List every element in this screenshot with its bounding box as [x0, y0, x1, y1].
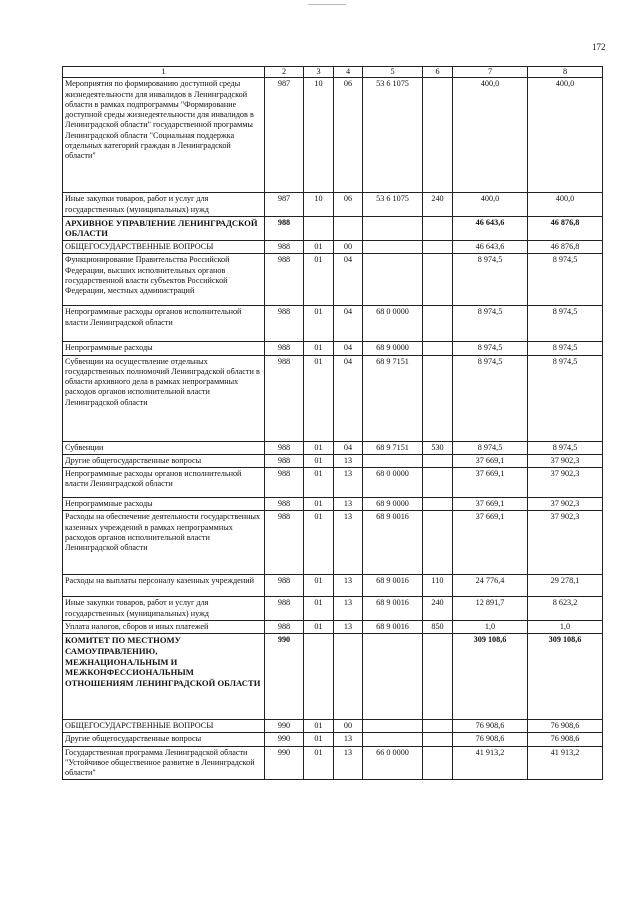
section-code: 01 — [304, 454, 334, 467]
column-header: 3 — [304, 67, 334, 78]
amount-col8: 46 876,8 — [528, 216, 603, 240]
subsection-code: 13 — [334, 511, 363, 575]
section-code: 01 — [304, 597, 334, 621]
subsection-code — [334, 216, 363, 240]
target-article-code: 68 9 0016 — [363, 575, 423, 597]
expense-type-code — [423, 216, 453, 240]
target-article-code — [363, 454, 423, 467]
ministry-code: 990 — [265, 733, 304, 746]
target-article-code: 68 0 0000 — [363, 468, 423, 498]
row-description: Непрограммные расходы органов исполнительной власти Ленинградской области — [63, 468, 265, 498]
amount-col7: 41 913,2 — [453, 746, 528, 780]
row-description: ОБЩЕГОСУДАРСТВЕННЫЕ ВОПРОСЫ — [63, 241, 265, 254]
row-description: Иные закупки товаров, работ и услуг для государственных (муниципальных) нужд — [63, 193, 265, 217]
target-article-code: 68 9 7151 — [363, 355, 423, 441]
target-article-code: 53 6 1075 — [363, 193, 423, 217]
ministry-code: 990 — [265, 746, 304, 780]
column-header: 8 — [528, 67, 603, 78]
expense-type-code — [423, 733, 453, 746]
subsection-code: 13 — [334, 468, 363, 498]
section-code: 01 — [304, 720, 334, 733]
subsection-code: 13 — [334, 733, 363, 746]
table-row — [63, 193, 603, 217]
ministry-code: 988 — [265, 355, 304, 441]
ministry-code: 988 — [265, 441, 304, 454]
expense-type-code — [423, 720, 453, 733]
amount-col8: 8 974,5 — [528, 254, 603, 306]
target-article-code: 68 0 0000 — [363, 306, 423, 342]
expense-type-code — [423, 468, 453, 498]
subsection-code: 04 — [334, 254, 363, 306]
subsection-code: 13 — [334, 454, 363, 467]
target-article-code: 53 6 1075 — [363, 78, 423, 193]
table-row — [63, 746, 603, 780]
table-row — [63, 355, 603, 441]
row-description: Непрограммные расходы — [63, 498, 265, 511]
column-header: 5 — [363, 67, 423, 78]
subsection-code: 06 — [334, 193, 363, 217]
expense-type-code — [423, 241, 453, 254]
target-article-code — [363, 216, 423, 240]
row-description: Государственная программа Ленинградской области "Устойчивое общественное развитие в Ленинградской области" — [63, 746, 265, 780]
ministry-code: 987 — [265, 78, 304, 193]
amount-col7: 37 669,1 — [453, 454, 528, 467]
section-code — [304, 634, 334, 720]
table-row — [63, 733, 603, 746]
subsection-code: 13 — [334, 498, 363, 511]
target-article-code — [363, 254, 423, 306]
section-code: 01 — [304, 241, 334, 254]
section-code: 01 — [304, 746, 334, 780]
amount-col7: 46 643,6 — [453, 216, 528, 240]
table-row — [63, 575, 603, 597]
ministry-code: 990 — [265, 720, 304, 733]
section-code: 01 — [304, 306, 334, 342]
amount-col7: 12 891,7 — [453, 597, 528, 621]
table-row — [63, 216, 603, 240]
expense-type-code — [423, 254, 453, 306]
amount-col8: 8 974,5 — [528, 355, 603, 441]
amount-col8: 76 908,6 — [528, 720, 603, 733]
target-article-code: 66 0 0000 — [363, 746, 423, 780]
row-description: Расходы на обеспечение деятельности государственных казенных учреждений в рамках непрограммных расходов органов исполнительной власти Ленинградской области — [63, 511, 265, 575]
expense-type-code — [423, 306, 453, 342]
table-body — [63, 78, 603, 780]
amount-col8: 8 974,5 — [528, 441, 603, 454]
expense-type-code — [423, 634, 453, 720]
ministry-code: 988 — [265, 342, 304, 355]
table-row — [63, 620, 603, 633]
row-description: Функционирование Правительства Российской Федерации, высших исполнительных органов государственной власти субъектов Российской Федерации, местных администраций — [63, 254, 265, 306]
amount-col8: 400,0 — [528, 193, 603, 217]
amount-col7: 37 669,1 — [453, 468, 528, 498]
row-description: Непрограммные расходы — [63, 342, 265, 355]
ministry-code: 990 — [265, 634, 304, 720]
target-article-code: 68 9 0000 — [363, 342, 423, 355]
row-description: Другие общегосударственные вопросы — [63, 733, 265, 746]
expense-type-code — [423, 78, 453, 193]
budget-table — [62, 66, 603, 780]
row-description: Уплата налогов, сборов и иных платежей — [63, 620, 265, 633]
ministry-code: 988 — [265, 575, 304, 597]
expense-type-code — [423, 746, 453, 780]
subsection-code: 00 — [334, 241, 363, 254]
amount-col8: 29 278,1 — [528, 575, 603, 597]
row-description: КОМИТЕТ ПО МЕСТНОМУ САМОУПРАВЛЕНИЮ, МЕЖНАЦИОНАЛЬНЫМ И МЕЖКОНФЕССИОНАЛЬНЫМ ОТНОШЕНИЯМ ЛЕНИНГРАДСКОЙ ОБЛАСТИ — [63, 634, 265, 720]
section-code: 01 — [304, 575, 334, 597]
column-header: 1 — [63, 67, 265, 78]
expense-type-code — [423, 498, 453, 511]
subsection-code: 06 — [334, 78, 363, 193]
amount-col8: 37 902,3 — [528, 468, 603, 498]
amount-col8: 37 902,3 — [528, 454, 603, 467]
table-row — [63, 306, 603, 342]
row-description: Непрограммные расходы органов исполнительной власти Ленинградской области — [63, 306, 265, 342]
table-row — [63, 634, 603, 720]
section-code: 01 — [304, 620, 334, 633]
section-code: 01 — [304, 441, 334, 454]
row-description: ОБЩЕГОСУДАРСТВЕННЫЕ ВОПРОСЫ — [63, 720, 265, 733]
expense-type-code: 240 — [423, 597, 453, 621]
amount-col8: 400,0 — [528, 78, 603, 193]
page-number: 172 — [592, 42, 606, 52]
target-article-code: 68 9 0016 — [363, 511, 423, 575]
amount-col8: 76 908,6 — [528, 733, 603, 746]
amount-col7: 24 776,4 — [453, 575, 528, 597]
amount-col7: 8 974,5 — [453, 254, 528, 306]
target-article-code — [363, 634, 423, 720]
ministry-code: 988 — [265, 511, 304, 575]
section-code: 01 — [304, 498, 334, 511]
table-row — [63, 597, 603, 621]
amount-col8: 8 623,2 — [528, 597, 603, 621]
expense-type-code — [423, 454, 453, 467]
section-code: 01 — [304, 342, 334, 355]
row-description: Субвенции на осуществление отдельных государственных полномочий Ленинградской области в области архивного дела в рамках непрограммных расходов органов исполнительной власти Ленинградской области — [63, 355, 265, 441]
expense-type-code — [423, 355, 453, 441]
amount-col7: 8 974,5 — [453, 355, 528, 441]
ministry-code: 988 — [265, 468, 304, 498]
amount-col7: 8 974,5 — [453, 342, 528, 355]
target-article-code: 68 9 7151 — [363, 441, 423, 454]
table-row — [63, 78, 603, 193]
row-description: Расходы на выплаты персоналу казенных учреждений — [63, 575, 265, 597]
row-description: Субвенции — [63, 441, 265, 454]
amount-col8: 46 876,8 — [528, 241, 603, 254]
column-header: 4 — [334, 67, 363, 78]
target-article-code — [363, 720, 423, 733]
table-row — [63, 511, 603, 575]
table-row — [63, 498, 603, 511]
target-article-code: 68 9 0000 — [363, 498, 423, 511]
amount-col8: 8 974,5 — [528, 342, 603, 355]
table-row — [63, 342, 603, 355]
expense-type-code: 110 — [423, 575, 453, 597]
scan-artifact — [308, 4, 346, 5]
subsection-code: 00 — [334, 720, 363, 733]
subsection-code: 13 — [334, 746, 363, 780]
subsection-code: 04 — [334, 441, 363, 454]
table-row — [63, 720, 603, 733]
expense-type-code: 850 — [423, 620, 453, 633]
section-code: 10 — [304, 78, 334, 193]
table-row — [63, 254, 603, 306]
section-code: 01 — [304, 355, 334, 441]
amount-col7: 8 974,5 — [453, 306, 528, 342]
subsection-code: 04 — [334, 355, 363, 441]
ministry-code: 988 — [265, 241, 304, 254]
ministry-code: 988 — [265, 306, 304, 342]
amount-col7: 1,0 — [453, 620, 528, 633]
subsection-code: 04 — [334, 342, 363, 355]
amount-col8: 41 913,2 — [528, 746, 603, 780]
table-row — [63, 441, 603, 454]
ministry-code: 987 — [265, 193, 304, 217]
section-code: 01 — [304, 254, 334, 306]
column-header: 7 — [453, 67, 528, 78]
subsection-code — [334, 634, 363, 720]
subsection-code: 13 — [334, 597, 363, 621]
amount-col7: 37 669,1 — [453, 511, 528, 575]
ministry-code: 988 — [265, 498, 304, 511]
row-description: Мероприятия по формированию доступной среды жизнедеятельности для инвалидов в Ленинградской области в рамках подпрограммы "Формирование доступной среды жизнедеятельности для инвалидов в Ленинградской области" государственной программы Ленинградской области "Социальная поддержка отдельных категорий граждан в Ленинградской области" — [63, 78, 265, 193]
section-code — [304, 216, 334, 240]
column-header: 6 — [423, 67, 453, 78]
subsection-code: 13 — [334, 620, 363, 633]
amount-col7: 400,0 — [453, 193, 528, 217]
amount-col7: 46 643,6 — [453, 241, 528, 254]
row-description: АРХИВНОЕ УПРАВЛЕНИЕ ЛЕНИНГРАДСКОЙ ОБЛАСТИ — [63, 216, 265, 240]
section-code: 01 — [304, 733, 334, 746]
amount-col7: 37 669,1 — [453, 498, 528, 511]
section-code: 01 — [304, 468, 334, 498]
table-header-row — [63, 67, 603, 78]
table-row — [63, 454, 603, 467]
column-header: 2 — [265, 67, 304, 78]
amount-col7: 8 974,5 — [453, 441, 528, 454]
amount-col7: 309 108,6 — [453, 634, 528, 720]
section-code: 01 — [304, 511, 334, 575]
target-article-code — [363, 733, 423, 746]
target-article-code: 68 9 0016 — [363, 620, 423, 633]
row-description: Другие общегосударственные вопросы — [63, 454, 265, 467]
ministry-code: 988 — [265, 454, 304, 467]
amount-col8: 37 902,3 — [528, 511, 603, 575]
subsection-code: 13 — [334, 575, 363, 597]
ministry-code: 988 — [265, 216, 304, 240]
expense-type-code — [423, 342, 453, 355]
table-row — [63, 468, 603, 498]
amount-col8: 37 902,3 — [528, 498, 603, 511]
table-row — [63, 241, 603, 254]
row-description: Иные закупки товаров, работ и услуг для государственных (муниципальных) нужд — [63, 597, 265, 621]
expense-type-code: 530 — [423, 441, 453, 454]
amount-col8: 8 974,5 — [528, 306, 603, 342]
expense-type-code: 240 — [423, 193, 453, 217]
section-code: 10 — [304, 193, 334, 217]
ministry-code: 988 — [265, 597, 304, 621]
amount-col7: 76 908,6 — [453, 720, 528, 733]
amount-col7: 76 908,6 — [453, 733, 528, 746]
subsection-code: 04 — [334, 306, 363, 342]
amount-col7: 400,0 — [453, 78, 528, 193]
ministry-code: 988 — [265, 254, 304, 306]
amount-col8: 309 108,6 — [528, 634, 603, 720]
amount-col8: 1,0 — [528, 620, 603, 633]
ministry-code: 988 — [265, 620, 304, 633]
target-article-code — [363, 241, 423, 254]
target-article-code: 68 9 0016 — [363, 597, 423, 621]
expense-type-code — [423, 511, 453, 575]
